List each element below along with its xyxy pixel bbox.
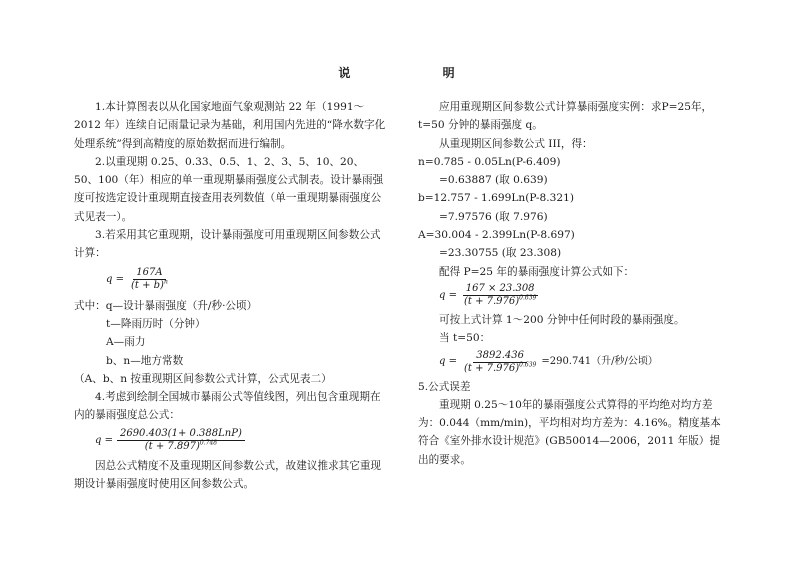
paragraph-2: 2.以重现期 0.25、0.33、0.5、1、2、3、5、10、20、50、100（年）相应的单一重现期暴雨强度公式制表。设计暴雨强度可按选定设计重现期直接查用表列数值（单一重现期暴雨强度公式见表一）。	[74, 155, 384, 223]
formula-lhs: q =	[439, 356, 457, 368]
formula-exponent: n	[163, 278, 168, 286]
A-value: =23.30755 (取 23.308)	[439, 247, 562, 260]
formula-denominator: $(t + 7.976)^{0.639}$	[463, 361, 537, 375]
example-from: 从重现期区间参数公式 III，得：	[439, 137, 593, 150]
formula-fraction	[461, 283, 539, 308]
A-equation: A=30.004 - 2.399Ln(P-8.697)	[418, 229, 575, 242]
example-intro: 应用重现期区间参数公式计算暴雨强度实例：求P=25年，t=50 分钟的暴雨强度 q。	[418, 101, 713, 132]
formula-fraction	[128, 267, 171, 292]
b-equation: b=12.757 - 1.699Ln(P-8.321)	[418, 192, 574, 205]
left-column	[74, 98, 386, 493]
n-value: =0.63887 (取 0.639)	[439, 174, 548, 187]
formula-numerator: 3892.436	[473, 350, 527, 363]
formula-exponent: 0.639	[519, 295, 537, 303]
definition-note: （A、b、n 按重现期区间参数公式计算，公式见表二）	[74, 372, 332, 385]
section-5-heading: 5.公式误差	[418, 380, 471, 393]
n-equation: n=0.785 - 0.05Ln(P-6.409)	[418, 155, 561, 168]
formula-interval	[74, 263, 386, 297]
formula-lhs: q =	[439, 289, 457, 301]
formula-denominator: $(t + b)^n$	[130, 278, 168, 292]
formula-denominator: $(t + 7.897)^{0.748}$	[144, 439, 218, 453]
paragraph-5: 因总公式精度不及重现期区间参数公式，故建议推求其它重现期设计暴雨强度时使用区间参数公式。	[74, 459, 382, 491]
formula-result: =290.741（升/秒/公顷）	[541, 356, 658, 368]
error-paragraph: 重现期 0.25～10年的暴雨强度公式算得的平均绝对均方差为：0.044（mm/min)，平均相对均方差为：4.16%。精度基本符合《室外排水设计规范》(GB50014—2006，2011 年版）提出的要求。	[418, 398, 721, 466]
formula-denominator: $(t + 7.976)^{0.639}$	[463, 295, 537, 308]
formula-total	[74, 425, 386, 457]
page-title: 说 明	[338, 66, 499, 80]
formula-numerator: 167 × 23.308	[463, 283, 538, 296]
formula-lhs: q =	[106, 273, 124, 285]
p25-text: 配得 P=25 年的暴雨强度计算公式如下：	[439, 265, 635, 278]
formula-fraction	[461, 350, 539, 375]
formula-exponent: 0.639	[519, 361, 537, 369]
when-text: 当 t=50：	[439, 332, 491, 345]
paragraph-4: 4.考虑到绘制全国城市暴雨公式等值线图，列出包含重现期在内的暴雨强度总公式：	[74, 391, 381, 422]
formula-fraction	[117, 428, 245, 453]
definition-intro: 式中：q—设计暴雨强度（升/秒·公顷）	[74, 299, 258, 312]
formula-p25	[418, 281, 728, 311]
b-value: =7.97576 (取 7.976)	[439, 210, 548, 223]
right-column	[418, 98, 728, 469]
formula-lhs: q =	[95, 434, 113, 446]
paragraph-1: 1.本计算图表以从化国家地面气象观测站 22 年（1991～2012 年）连续自记雨量记录为基础，利用国内先进的“降水数字化处理系统”得到高精度的原始数据而进行编制。	[74, 101, 386, 150]
definition-A: A—雨力	[106, 336, 146, 349]
formula-exponent: 0.748	[199, 439, 218, 447]
paragraph-3: 3.若采用其它重现期，设计暴雨强度可用重现期区间参数公式计算：	[74, 229, 381, 260]
formula-numerator: 2690.403(1+ 0.388LnP)	[117, 428, 245, 441]
definition-t: t—降雨历时（分钟）	[106, 317, 206, 330]
formula-t50	[418, 348, 728, 378]
any-duration-text: 可按上式计算 1～200 分钟中任何时段的暴雨强度。	[439, 313, 685, 326]
formula-numerator: 167A	[133, 267, 165, 280]
definition-bn: b、n—地方常数	[106, 354, 184, 367]
